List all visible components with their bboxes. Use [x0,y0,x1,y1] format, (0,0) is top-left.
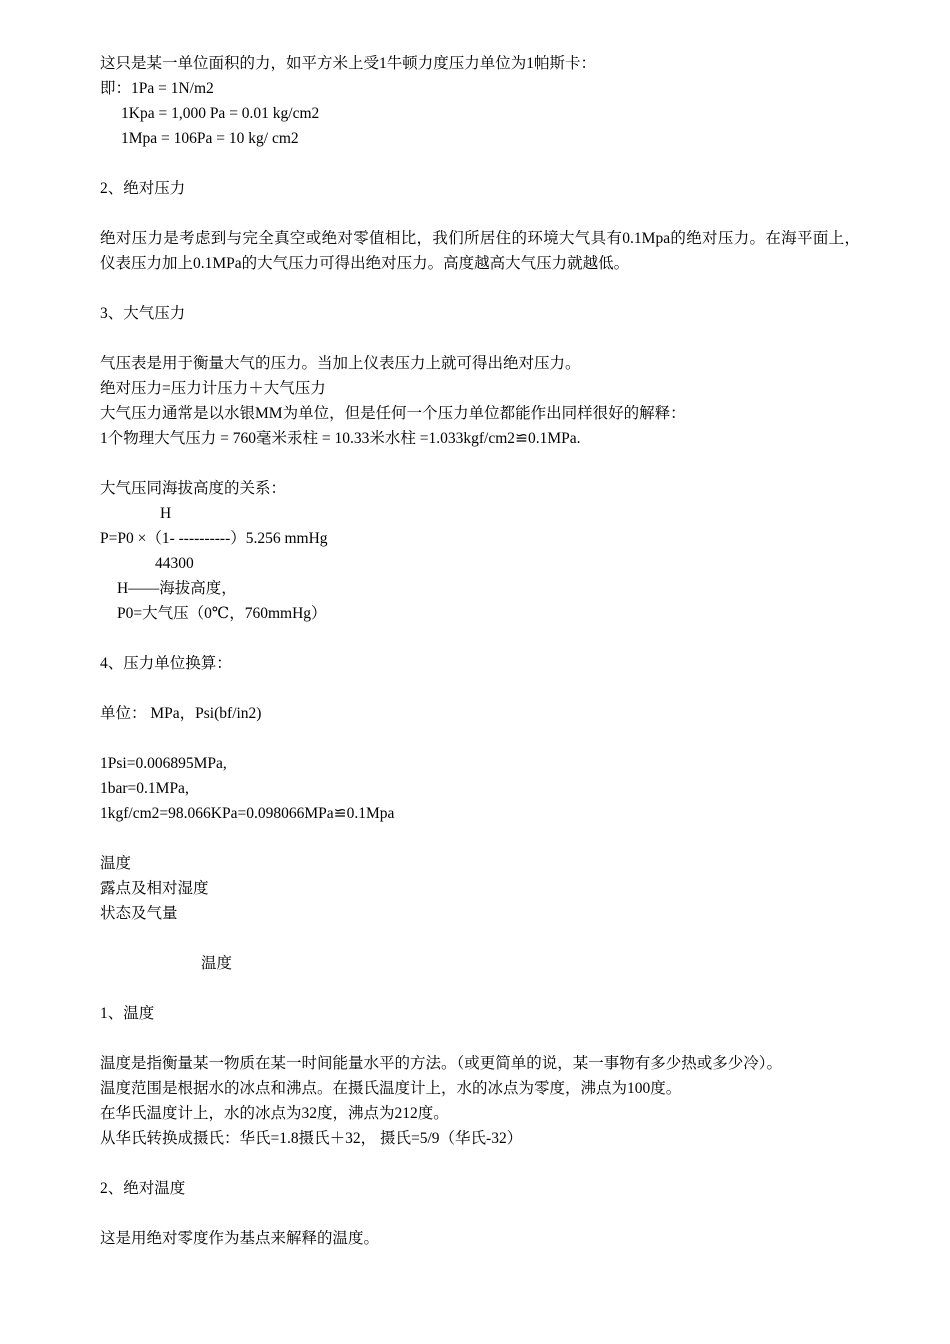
section-title-temperature: 温度 [201,955,233,972]
paragraph-conversion-formula: 从华氏转换成摄氏：华氏=1.8摄氏＋32， 摄氏=5/9（华氏-32） [100,1130,523,1147]
paragraph-absolute-pressure-formula: 绝对压力=压力计压力＋大气压力 [100,380,326,397]
blank-line [100,726,860,751]
heading-absolute-pressure: 2、绝对压力 [100,180,186,197]
blank-line [100,451,860,476]
paragraph-units: 单位： MPa，Psi(bf/in2) [100,705,262,722]
heading-atmospheric-pressure: 3、大气压力 [100,305,186,322]
paragraph-pa-equation: 即：1Pa = 1N/m2 [100,80,214,97]
paragraph-absolute-pressure: 绝对压力是考虑到与完全真空或绝对零值相比，我们所居住的环境大气具有0.1Mpa的绝对压力。在海平面上，仪表压力加上0.1MPa的大气压力可得出绝对压力。高度越高大气压力就越低。 [100,230,860,272]
blank-line [100,826,860,851]
formula-main: P=P0 ×（1- ----------）5.256 mmHg [100,530,328,547]
paragraph-mpa-equation: 1Mpa = 106Pa = 10 kg/ cm2 [121,130,299,147]
paragraph-pascal-definition: 这只是某一单位面积的力，如平方米上受1牛顿力度压力单位为1帕斯卡： [100,55,597,72]
blank-line [100,1201,860,1226]
paragraph-altitude-relation: 大气压同海拔高度的关系： [100,480,287,497]
paragraph-absolute-temperature: 这是用绝对零度作为基点来解释的温度。 [100,1230,380,1247]
paragraph-celsius-scale: 温度范围是根据水的冰点和沸点。在摄氏温度计上，水的冰点为零度，沸点为100度。 [100,1080,682,1097]
toc-item-state: 状态及气量 [100,905,178,922]
blank-line [100,276,860,301]
blank-line [100,976,860,1001]
blank-line [100,201,860,226]
heading-absolute-temperature: 2、绝对温度 [100,1180,186,1197]
blank-line [100,626,860,651]
formula-p0-definition: P0=大气压（0℃，760mmHg） [117,605,327,622]
formula-numerator: H [160,505,172,522]
blank-line [100,1151,860,1176]
heading-unit-conversion: 4、压力单位换算： [100,655,232,672]
paragraph-kgf-conversion: 1kgf/cm2=98.066KPa=0.098066MPa≌0.1Mpa [100,805,395,822]
toc-item-temperature: 温度 [100,855,132,872]
paragraph-barometer: 气压表是用于衡量大气的压力。当加上仪表压力上就可得出绝对压力。 [100,355,581,372]
paragraph-standard-atmosphere: 1个物理大气压力 = 760毫米汞柱 = 10.33米水柱 =1.033kgf/cm2≌0.1MPa. [100,430,581,447]
paragraph-psi-conversion: 1Psi=0.006895MPa, [100,755,227,772]
paragraph-kpa-equation: 1Kpa = 1,000 Pa = 0.01 kg/cm2 [121,105,320,122]
blank-line [100,676,860,701]
blank-line [100,151,860,176]
document-body [100,51,860,1251]
paragraph-mercury-unit: 大气压力通常是以水银MM为单位，但是任何一个压力单位都能作出同样很好的解释： [100,405,686,422]
heading-temperature: 1、温度 [100,1005,155,1022]
paragraph-bar-conversion: 1bar=0.1MPa, [100,780,189,797]
blank-line [100,1026,860,1051]
paragraph-fahrenheit-scale: 在华氏温度计上，水的冰点为32度，沸点为212度。 [100,1105,449,1122]
blank-line [100,326,860,351]
formula-denominator: 44300 [155,555,194,572]
paragraph-temperature-definition: 温度是指衡量某一物质在某一时间能量水平的方法。（或更简单的说，某一事物有多少热或多少冷）。 [100,1055,783,1072]
blank-line [100,926,860,951]
toc-item-dewpoint: 露点及相对湿度 [100,880,209,897]
formula-h-definition: H——海拔高度， [117,580,237,597]
